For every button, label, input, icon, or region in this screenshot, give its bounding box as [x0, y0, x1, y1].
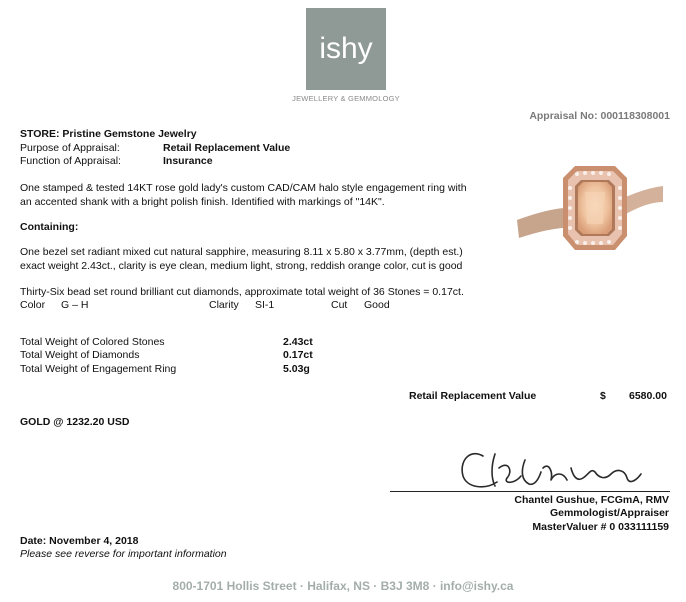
- retail-value-label: Retail Replacement Value: [409, 390, 537, 402]
- diamond-color-value: G – H: [61, 299, 89, 311]
- ring-photo: [515, 158, 665, 268]
- diamond-cut-label: Cut: [331, 299, 348, 311]
- retail-amount: 6580.00: [629, 390, 667, 402]
- description-line-2: an accented shank with a bright polish finish. Identified with markings of "14K".: [20, 196, 385, 208]
- appraiser-name: Chantel Gushue, FCGmA, RMV: [514, 494, 669, 506]
- sapphire-line-2: exact weight 2.43ct., clarity is eye clean, medium light, strong, reddish orange color, cut is good: [20, 260, 463, 272]
- sapphire-line-1: One bezel set radiant mixed cut natural sapphire, measuring 8.11 x 5.80 x 3.77mm, (depth est.): [20, 246, 463, 258]
- appraiser-title: Gemmologist/Appraiser: [549, 507, 669, 519]
- total-colored-value: 2.43ct: [283, 336, 313, 348]
- logo-wordmark: ishy: [319, 32, 373, 65]
- total-ring-value: 5.03g: [283, 363, 310, 375]
- diamond-cut-value: Good: [364, 299, 390, 311]
- function-value: Insurance: [163, 155, 213, 167]
- purpose-label: Purpose of Appraisal:: [20, 142, 120, 154]
- retail-currency: $: [600, 390, 606, 402]
- appraisal-date: Date: November 4, 2018: [20, 535, 139, 547]
- company-logo: [306, 8, 386, 90]
- store-line: STORE: Pristine Gemstone Jewelry: [20, 128, 197, 140]
- diamond-clarity-label: Clarity: [209, 299, 239, 311]
- gold-price: GOLD @ 1232.20 USD: [20, 416, 130, 428]
- total-ring-label: Total Weight of Engagement Ring: [20, 363, 177, 375]
- signature-line: [390, 491, 670, 492]
- logo-tagline: JEWELLERY & GEMMOLOGY: [292, 94, 400, 103]
- function-label: Function of Appraisal:: [20, 155, 121, 167]
- appraisal-number: Appraisal No: 000118308001: [529, 110, 670, 122]
- diamonds-line-1: Thirty-Six bead set round brilliant cut diamonds, approximate total weight of 36 Stones = 0.17ct.: [20, 286, 464, 298]
- total-diamonds-value: 0.17ct: [283, 349, 313, 361]
- appraiser-signature: [455, 438, 665, 498]
- purpose-value: Retail Replacement Value: [163, 142, 291, 154]
- diamond-clarity-value: SI-1: [255, 299, 275, 311]
- total-colored-label: Total Weight of Colored Stones: [20, 336, 165, 348]
- footer-address: 800-1701 Hollis Street · Halifax, NS · B3J 3M8 · info@ishy.ca: [172, 579, 514, 593]
- mastervaluer-number: MasterValuer # 0 033111159: [532, 521, 669, 533]
- reverse-note: Please see reverse for important information: [20, 548, 227, 560]
- containing-heading: Containing:: [20, 221, 79, 233]
- total-diamonds-label: Total Weight of Diamonds: [20, 349, 140, 361]
- description-line-1: One stamped & tested 14KT rose gold lady's custom CAD/CAM halo style engagement ring with: [20, 182, 467, 194]
- diamond-color-label: Color: [20, 299, 46, 311]
